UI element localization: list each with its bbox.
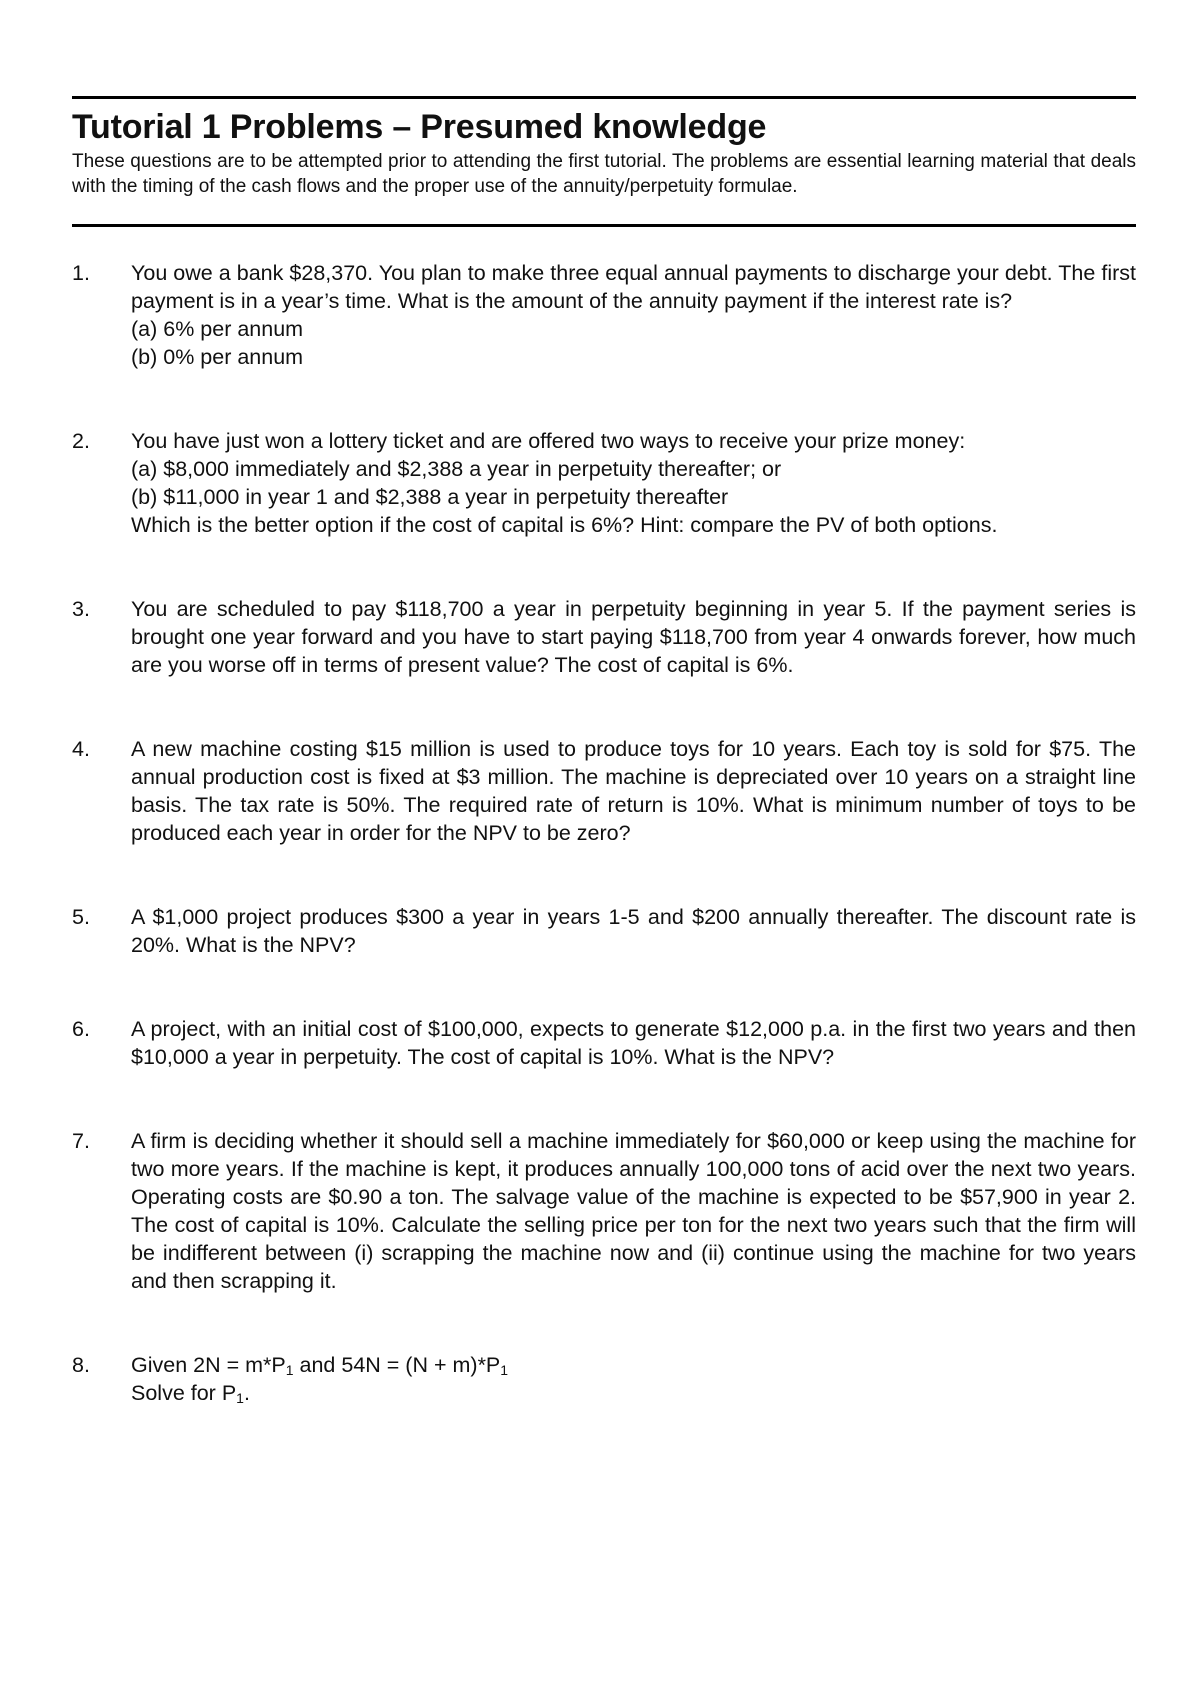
problem-text bbox=[131, 1015, 1136, 1071]
problem-number: 7. bbox=[72, 1129, 90, 1153]
header-bottom-rule bbox=[72, 224, 1136, 227]
problem-text bbox=[131, 903, 1136, 959]
problem-number: 8. bbox=[72, 1353, 90, 1377]
problem-question: Which is the better option if the cost of capital is 6%? Hint: compare the PV of both options. bbox=[131, 513, 998, 537]
problem-option: (b) $11,000 in year 1 and $2,388 a year in perpetuity thereafter bbox=[131, 485, 729, 509]
intro-paragraph: These questions are to be attempted prior to attending the first tutorial. The problems are essential learning material that deals with the timing of the cash flows and the proper use of the annuity/perpetuity formulae. bbox=[72, 151, 1136, 197]
problem-text bbox=[131, 595, 1136, 679]
problem-option: (a) 6% per annum bbox=[131, 317, 304, 341]
problem-number: 4. bbox=[72, 737, 90, 761]
problem-text bbox=[131, 1127, 1136, 1295]
problem-number: 2. bbox=[72, 429, 90, 453]
problem-item bbox=[72, 735, 1136, 847]
problem-item bbox=[72, 903, 1136, 959]
equation-part: and 54N = (N + m)*P bbox=[293, 1353, 501, 1377]
problem-text bbox=[131, 1351, 1136, 1407]
problem-statement: A new machine costing $15 million is used to produce toys for 10 years. Each toy is sold for $75. The annual production cost is fixed at $3 million. The machine is depreciated over 10 years on a straight line basis. The tax rate is 50%. The required rate of return is 10%. What is minimum number of toys to be produced each year in order for the NPV to be zero? bbox=[131, 737, 1136, 845]
problem-text bbox=[131, 427, 1136, 539]
equation-line bbox=[131, 1351, 1136, 1379]
problem-statement: A firm is deciding whether it should sell a machine immediately for $60,000 or keep using the machine for two more years. If the machine is kept, it produces annually 100,000 tons of acid over the next two years. Operating costs are $0.90 a ton. The salvage value of the machine is expected to be $57,900 in year 2. The cost of capital is 10%. Calculate the selling price per ton for the next two years such that the firm will be indifferent between (i) scrapping the machine now and (ii) continue using the machine for two years and then scrapping it. bbox=[131, 1129, 1136, 1293]
problem-text bbox=[131, 735, 1136, 847]
equation-subscript: 1 bbox=[500, 1362, 509, 1378]
problem-item bbox=[72, 259, 1136, 371]
problem-statement: A $1,000 project produces $300 a year in years 1-5 and $200 annually thereafter. The discount rate is 20%. What is the NPV? bbox=[131, 905, 1136, 957]
solve-subscript: 1 bbox=[236, 1390, 244, 1406]
problem-item bbox=[72, 1127, 1136, 1295]
problem-number: 5. bbox=[72, 905, 90, 929]
solve-end: . bbox=[243, 1381, 250, 1405]
problem-text bbox=[131, 259, 1136, 371]
equation-part: Given 2N = m*P bbox=[131, 1353, 286, 1377]
solve-line bbox=[131, 1379, 1136, 1407]
equation-subscript: 1 bbox=[285, 1362, 294, 1378]
problem-statement: You have just won a lottery ticket and are offered two ways to receive your prize money: bbox=[131, 429, 966, 453]
problem-option: (a) $8,000 immediately and $2,388 a year in perpetuity thereafter; or bbox=[131, 457, 782, 481]
problem-option: (b) 0% per annum bbox=[131, 345, 304, 369]
document-page bbox=[72, 96, 1136, 1407]
problem-number: 6. bbox=[72, 1017, 90, 1041]
page-title: Tutorial 1 Problems – Presumed knowledge bbox=[72, 108, 767, 146]
problem-number: 1. bbox=[72, 261, 90, 285]
problem-item bbox=[72, 1015, 1136, 1071]
problem-number: 3. bbox=[72, 597, 90, 621]
solve-text: Solve for P bbox=[131, 1381, 237, 1405]
problem-item bbox=[72, 1351, 1136, 1407]
problem-item bbox=[72, 595, 1136, 679]
problem-item bbox=[72, 427, 1136, 539]
top-rule bbox=[72, 96, 1136, 99]
problem-statement: You owe a bank $28,370. You plan to make three equal annual payments to discharge your debt. The first payment is in a year’s time. What is the amount of the annuity payment if the interest rate is? bbox=[131, 261, 1136, 313]
problem-statement: You are scheduled to pay $118,700 a year in perpetuity beginning in year 5. If the payment series is brought one year forward and you have to start paying $118,700 from year 4 onwards forever, how much are you worse off in terms of present value? The cost of capital is 6%. bbox=[131, 597, 1136, 677]
problem-statement: A project, with an initial cost of $100,000, expects to generate $12,000 p.a. in the first two years and then $10,000 a year in perpetuity. The cost of capital is 10%. What is the NPV? bbox=[131, 1017, 1136, 1069]
problem-list bbox=[72, 259, 1136, 1407]
